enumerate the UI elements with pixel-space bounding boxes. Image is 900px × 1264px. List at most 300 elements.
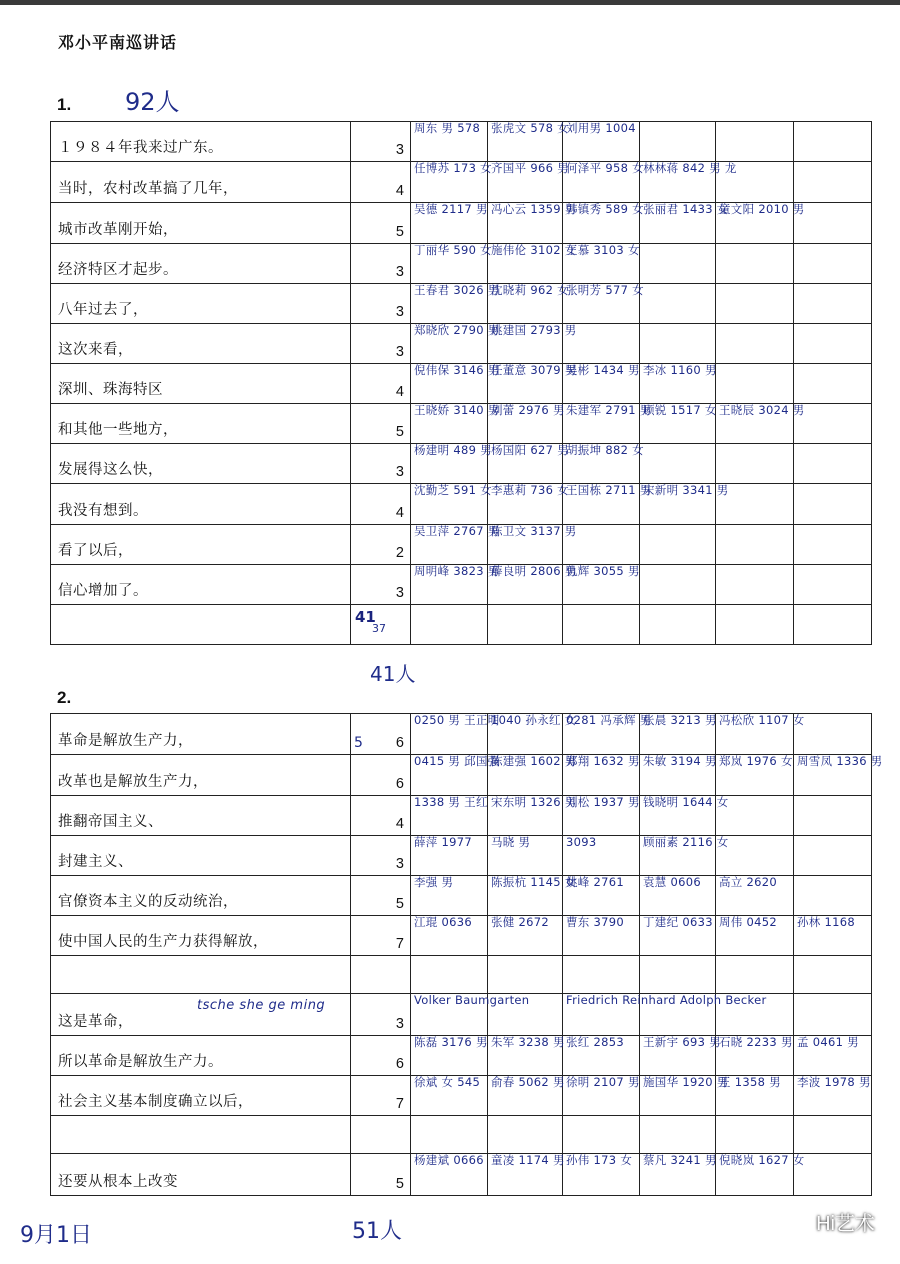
count-value: 5 [395,424,404,440]
count-value: 3 [395,856,404,872]
empty-cell [716,1116,794,1154]
signature-cell [716,836,794,876]
signature-cell [640,1154,716,1196]
signature-cell [716,444,794,484]
signature-cell [640,202,729,244]
handwritten-signature: 齐国平 966 男 [491,161,569,175]
handwritten-signature: 袁慧 0606 [643,875,702,889]
handwritten-signature: 宋东明 1326 男 [491,795,577,809]
signature-cell [411,564,500,605]
signature-cell [411,122,488,162]
phrase-cell [51,1154,351,1196]
count-value: 3 [395,142,404,158]
count-value: 5 [395,1176,404,1192]
phrase-text: 使中国人民的生产力获得解放， [58,934,268,950]
count-cell [351,404,411,444]
handwritten-signature: 李波 1978 男 [797,1075,871,1089]
handwritten-signature: 丁丽华 590 女 [414,243,492,257]
count-value: 3 [395,585,404,601]
table-row [51,1076,872,1116]
count-cell [351,122,411,162]
count-value: 3 [395,264,404,280]
handwritten-signature: 冯松欣 1107 女 [719,713,805,727]
phrase-text: 封建主义、 [58,854,133,870]
signature-cell [716,244,794,284]
signature-cell [563,1154,640,1196]
handwritten-total: 51人 [352,1219,402,1244]
signature-cell [794,484,872,525]
signature-cell [716,1036,794,1076]
handwritten-signature: 王 1358 男 [719,1075,781,1089]
count-cell [351,525,411,565]
phrase-text: 这是革命， [58,1014,133,1030]
phrase-text: 官僚资本主义的反动统治， [58,894,238,910]
table-row [51,284,872,324]
count-value: 6 [395,735,404,751]
signature-cell [716,1153,805,1196]
signature-cell [563,364,640,404]
handwritten-signature: 郑晓欣 2790 男 [414,323,500,337]
handwritten-signature: 薛萍 1977 [414,835,473,849]
phrase-text: 和其他一些地方， [58,422,178,438]
top-border [0,0,900,5]
phrase-cell [51,796,351,836]
phrase-text: 城市改革刚开始， [58,222,178,238]
table-row [51,122,872,162]
signature-cell [488,1076,563,1116]
signature-cell [563,443,644,484]
handwritten-signature: 张红 2853 [566,1035,625,1049]
count-cell [351,714,411,755]
handwritten-signature: 刘用男 1004 [566,121,636,135]
empty-cell [563,956,640,994]
signature-cell [640,244,716,284]
signature-cell [794,244,872,284]
signature-cell [794,1154,872,1196]
table-row [51,404,872,444]
signature-cell [411,1076,488,1116]
section-1-table [50,121,872,645]
phrase-cell [51,364,351,404]
table-row [51,364,872,404]
signature-cell [794,404,872,444]
empty-cell [794,956,872,994]
count-value: 3 [395,1016,404,1032]
table-row [51,1154,872,1196]
signature-cell [488,524,577,565]
watermark [780,1207,875,1236]
signature-cell [563,713,652,755]
count-cell [351,994,411,1036]
count-value: 3 [395,464,404,480]
signature-cell [563,755,640,796]
count-value: 5 [395,896,404,912]
signature-cell [488,323,577,364]
count-value: 4 [395,816,404,832]
signature-cell [794,122,872,162]
signature-cell [716,162,794,203]
signature-cell [411,524,500,565]
signature-cell [794,754,883,796]
signature-cell [563,324,640,364]
handwritten-signature: 1040 孙永红 女 [491,713,577,727]
signature-cell [563,565,640,605]
count-cell [351,755,411,796]
handwritten-signature: 王新宇 693 男 [643,1035,721,1049]
signature-cell [411,796,488,836]
section-1-margin-subtotal: 37 [372,622,386,635]
count-cell [351,836,411,876]
handwritten-signature: 陈振杭 1145 女 [491,875,577,889]
signature-cell [563,916,640,956]
empty-cell [411,956,488,994]
signature-cell [411,876,488,916]
handwritten-signature: 郑岚 1976 女 [719,754,793,768]
handwritten-signature: 童文阳 2010 男 [719,202,805,216]
handwritten-signature: 顾锐 1517 女 [643,403,717,417]
count-cell [351,1036,411,1076]
handwritten-signature: 徐斌 女 545 [414,1075,481,1089]
signature-cell [411,483,492,525]
handwritten-signature: 刘松 1937 男 [566,795,640,809]
signature-cell [411,161,492,203]
table-row [51,203,872,244]
signature-cell [716,755,794,796]
signature-cell [411,836,488,876]
count-cell [351,244,411,284]
empty-cell [51,956,351,994]
handwritten-signature: 任博苏 173 女 [414,161,492,175]
signature-cell [411,916,488,956]
signature-cell [563,283,644,324]
signature-cell [640,835,729,876]
phrase-text: 所以革命是解放生产力。 [58,1054,223,1070]
phrase-cell [51,1036,351,1076]
signature-cell [411,754,500,796]
handwritten-signature: 蔡凡 3241 男 [643,1153,717,1167]
signature-cell [716,324,794,364]
empty-cell [411,605,488,645]
signature-cell [640,1075,729,1116]
signature-cell [488,121,569,162]
signature-cell [794,565,872,605]
table-row [51,162,872,203]
phrase-cell [51,284,351,324]
count-value: 7 [395,936,404,952]
handwritten-signature: 宋新明 3341 男 [643,483,729,497]
handwritten-signature: 孟 0461 男 [797,1035,859,1049]
handwritten-signature: 李惠莉 736 女 [491,483,569,497]
phrase-cell [51,714,351,755]
phrase-text: 看了以后， [58,543,133,559]
table-row [51,484,872,525]
handwritten-signature: 吴卫萍 2767 男 [414,524,500,538]
phrase-cell [51,162,351,203]
empty-cell [640,956,716,994]
signature-cell [794,876,872,916]
handwritten-signature: 张丽君 1433 女 [643,202,729,216]
empty-cell [716,605,794,645]
signature-cell [411,403,500,444]
signature-cell [640,525,716,565]
empty-cell [351,956,411,994]
signature-cell [411,713,500,755]
handwritten-signature: 韩镇秀 589 女 [566,202,644,216]
phrase-cell [51,122,351,162]
count-cell [351,565,411,605]
section-1-margin-total: 41 [355,608,376,626]
handwritten-signature: 张明芳 577 女 [566,283,644,297]
empty-cell [488,605,563,645]
signature-cell [716,364,794,404]
signature-cell [411,203,488,244]
count-cell [351,364,411,404]
handwritten-signature: 俞春 5062 男 [491,1075,565,1089]
table-row [51,755,872,796]
count-value: 6 [395,776,404,792]
signature-cell [716,876,794,916]
signature-cell [563,836,640,876]
handwritten-signature: 陈建强 1602 男 [491,754,577,768]
phrase-text: 还要从根本上改变 [58,1174,178,1190]
count-cell [351,203,411,244]
handwritten-signature: 王慕 3103 女 [566,243,640,257]
signature-cell [640,483,729,525]
phrase-text: 改革也是解放生产力， [58,774,208,790]
signature-cell [411,243,492,284]
signature-cell [411,1154,488,1196]
signature-cell [640,284,716,324]
handwritten-signature: 吴德 2117 男 [414,202,488,216]
signature-cell [563,122,640,162]
signature-cell [640,795,729,836]
signature-cell [640,755,716,796]
count-value: 7 [395,1096,404,1112]
table-row [51,916,872,956]
phrase-cell [51,836,351,876]
signature-cell [640,994,716,1036]
signature-cell [640,404,716,444]
signature-cell [488,875,577,916]
blank-row [51,605,872,645]
empty-cell [794,1116,872,1154]
phrase-cell [51,484,351,525]
signature-cell [640,444,716,484]
handwritten-signature: 江琨 0636 [414,915,473,929]
handwritten-signature: 张健 2672 [491,915,550,929]
handwritten-signature: 郑翔 1632 男 [566,754,640,768]
phrase-cell [51,916,351,956]
signature-cell [563,1076,640,1116]
phrase-text: 当时，农村改革搞了几年， [58,181,238,197]
empty-cell [488,956,563,994]
handwritten-signature: 朱军 3238 男 [491,1035,565,1049]
handwritten-signature: 林林蒋 842 男 龙 [643,161,737,175]
empty-cell [51,1116,351,1154]
empty-cell [563,605,640,645]
handwritten-signature: 周明峰 3823 男 [414,564,500,578]
handwritten-signature: 杨建明 489 男 [414,443,492,457]
empty-cell [640,605,716,645]
phrase-cell [51,755,351,796]
table-row [51,244,872,284]
empty-cell [351,1116,411,1154]
handwritten-signature: 0250 男 王正明 [414,713,500,727]
phrase-cell [51,876,351,916]
count-cell [351,796,411,836]
watermark-label: Hi艺术 [816,1213,875,1235]
signature-cell [411,1036,488,1076]
signature-cell [488,483,569,525]
signature-cell [794,203,872,244]
handwritten-signature: 钱晓明 1644 女 [643,795,729,809]
signature-cell [794,1036,872,1076]
signature-cell [794,1076,872,1116]
handwritten-signature: 顾丽素 2116 女 [643,835,729,849]
handwritten-signature: 刘蕾 2976 男 [491,403,565,417]
count-cell [351,444,411,484]
phrase-cell [51,244,351,284]
signature-cell [794,836,872,876]
handwritten-signature: 童凌 1174 男 [491,1153,565,1167]
table-row [51,324,872,364]
handwritten-signature: 高立 2620 [719,875,778,889]
count-cell [351,916,411,956]
handwritten-signature: 石晓 2233 男 [719,1035,793,1049]
signature-cell [716,525,794,565]
phrase-cell [51,565,351,605]
handwritten-date: 9月1日 [20,1223,92,1248]
phrase-text: 推翻帝国主义、 [58,814,163,830]
phrase-text: 社会主义基本制度确立以后， [58,1094,253,1110]
signature-cell [488,916,563,956]
signature-cell [716,484,794,525]
handwritten-signature: 王晓娇 3140 男 [414,403,500,417]
signature-cell [488,161,569,203]
handwritten-signature: 倪伟保 3146 男 [414,363,500,377]
handwritten-signature: 施国华 1920 男 [643,1075,729,1089]
section-2-table [50,713,883,1196]
signature-cell [563,483,652,525]
table-row [51,1036,872,1076]
signature-cell [794,444,872,484]
signature-cell [794,364,872,404]
empty-cell [640,1116,716,1154]
handwritten-signature: Volker Baumgarten [414,993,530,1007]
signature-cell [716,1076,794,1116]
phrase-text: １９８４年我来过广东。 [58,140,223,156]
signature-cell [488,1154,563,1196]
phrase-cell [51,525,351,565]
signature-cell [488,713,577,755]
signature-cell [794,284,872,324]
signature-cell [716,403,805,444]
signature-cell [488,283,569,324]
handwritten-signature: 吴彬 1434 男 [566,363,640,377]
signature-cell [640,122,716,162]
signature-cell [411,443,492,484]
handwritten-signature: 徐明 2107 男 [566,1075,640,1089]
handwritten-signature: 冯心云 1359 男 [491,202,577,216]
signature-cell [411,993,530,1036]
signature-cell [794,916,872,956]
handwritten-signature: 李强 男 [414,875,454,889]
handwritten-signature: 孙林 1168 [797,915,856,929]
handwritten-signature: 杨建斌 0666 [414,1153,484,1167]
signature-cell [794,324,872,364]
handwritten-signature: 3093 [566,835,597,849]
signature-cell [640,565,716,605]
handwritten-signature: 张晨 3213 男 [643,713,717,727]
signature-cell [640,916,716,956]
handwritten-signature: 王晓辰 3024 男 [719,403,805,417]
empty-cell [716,956,794,994]
phrase-text: 我没有想到。 [58,503,148,519]
count-cell [351,284,411,324]
handwritten-signature: 孙伟 173 女 [566,1153,633,1167]
phrase-text: 深圳、珠海特区 [58,382,163,398]
count-value: 3 [395,344,404,360]
handwritten-signature: 0415 男 邱国强 [414,754,500,768]
signature-cell [794,162,872,203]
signature-cell [794,994,872,1036]
signature-cell [563,1036,640,1076]
empty-cell [51,605,351,645]
handwritten-signature: 1338 男 王红 [414,795,488,809]
signature-cell [716,796,794,836]
signature-cell [794,796,872,836]
signature-cell [716,202,805,244]
handwritten-signature: 周东 男 578 [414,121,481,135]
handwritten-signature: 王春君 3026 男 [414,283,500,297]
signature-cell [411,363,500,404]
empty-cell [411,1116,488,1154]
handwritten-signature: 王国栋 2711 男 [566,483,652,497]
signature-cell [563,161,644,203]
signature-cell [640,714,716,755]
signature-cell [640,364,716,404]
handwritten-signature: 胡振坤 882 女 [566,443,644,457]
handwritten-signature: 沈勤芝 591 女 [414,483,492,497]
handwritten-signature: 周雪凤 1336 男 [797,754,883,768]
handwritten-signature: 周伟 0452 [719,915,778,929]
signature-cell [488,443,569,484]
document-title: 邓小平南巡讲话 [58,33,178,52]
signature-cell [794,525,872,565]
blank-row [51,1116,872,1154]
table-row [51,565,872,605]
handwritten-signature: 杨国阳 627 男 [491,443,569,457]
section-1-number: 1. [57,95,72,114]
count-cell [351,876,411,916]
phrase-text: 经济特区才起步。 [58,262,178,278]
signature-cell [488,243,577,284]
signature-cell [488,202,577,244]
handwritten-signature: 丁建纪 0633 [643,915,713,929]
phrase-cell [51,404,351,444]
handwritten-signature: 施伟伦 3102 女 [491,243,577,257]
handwritten-pinyin: tsche she ge ming [197,998,326,1013]
handwritten-signature: 0281 冯承辉 男 [566,713,652,727]
signature-cell [411,323,500,364]
section-1-below-total: 41人 [370,662,416,686]
handwritten-signature: 倪晓岚 1627 女 [719,1153,805,1167]
signature-cell [716,994,794,1036]
handwritten-signature: 马晓 男 [491,835,531,849]
count-value: 4 [395,384,404,400]
table-row [51,994,872,1036]
table-row [51,525,872,565]
